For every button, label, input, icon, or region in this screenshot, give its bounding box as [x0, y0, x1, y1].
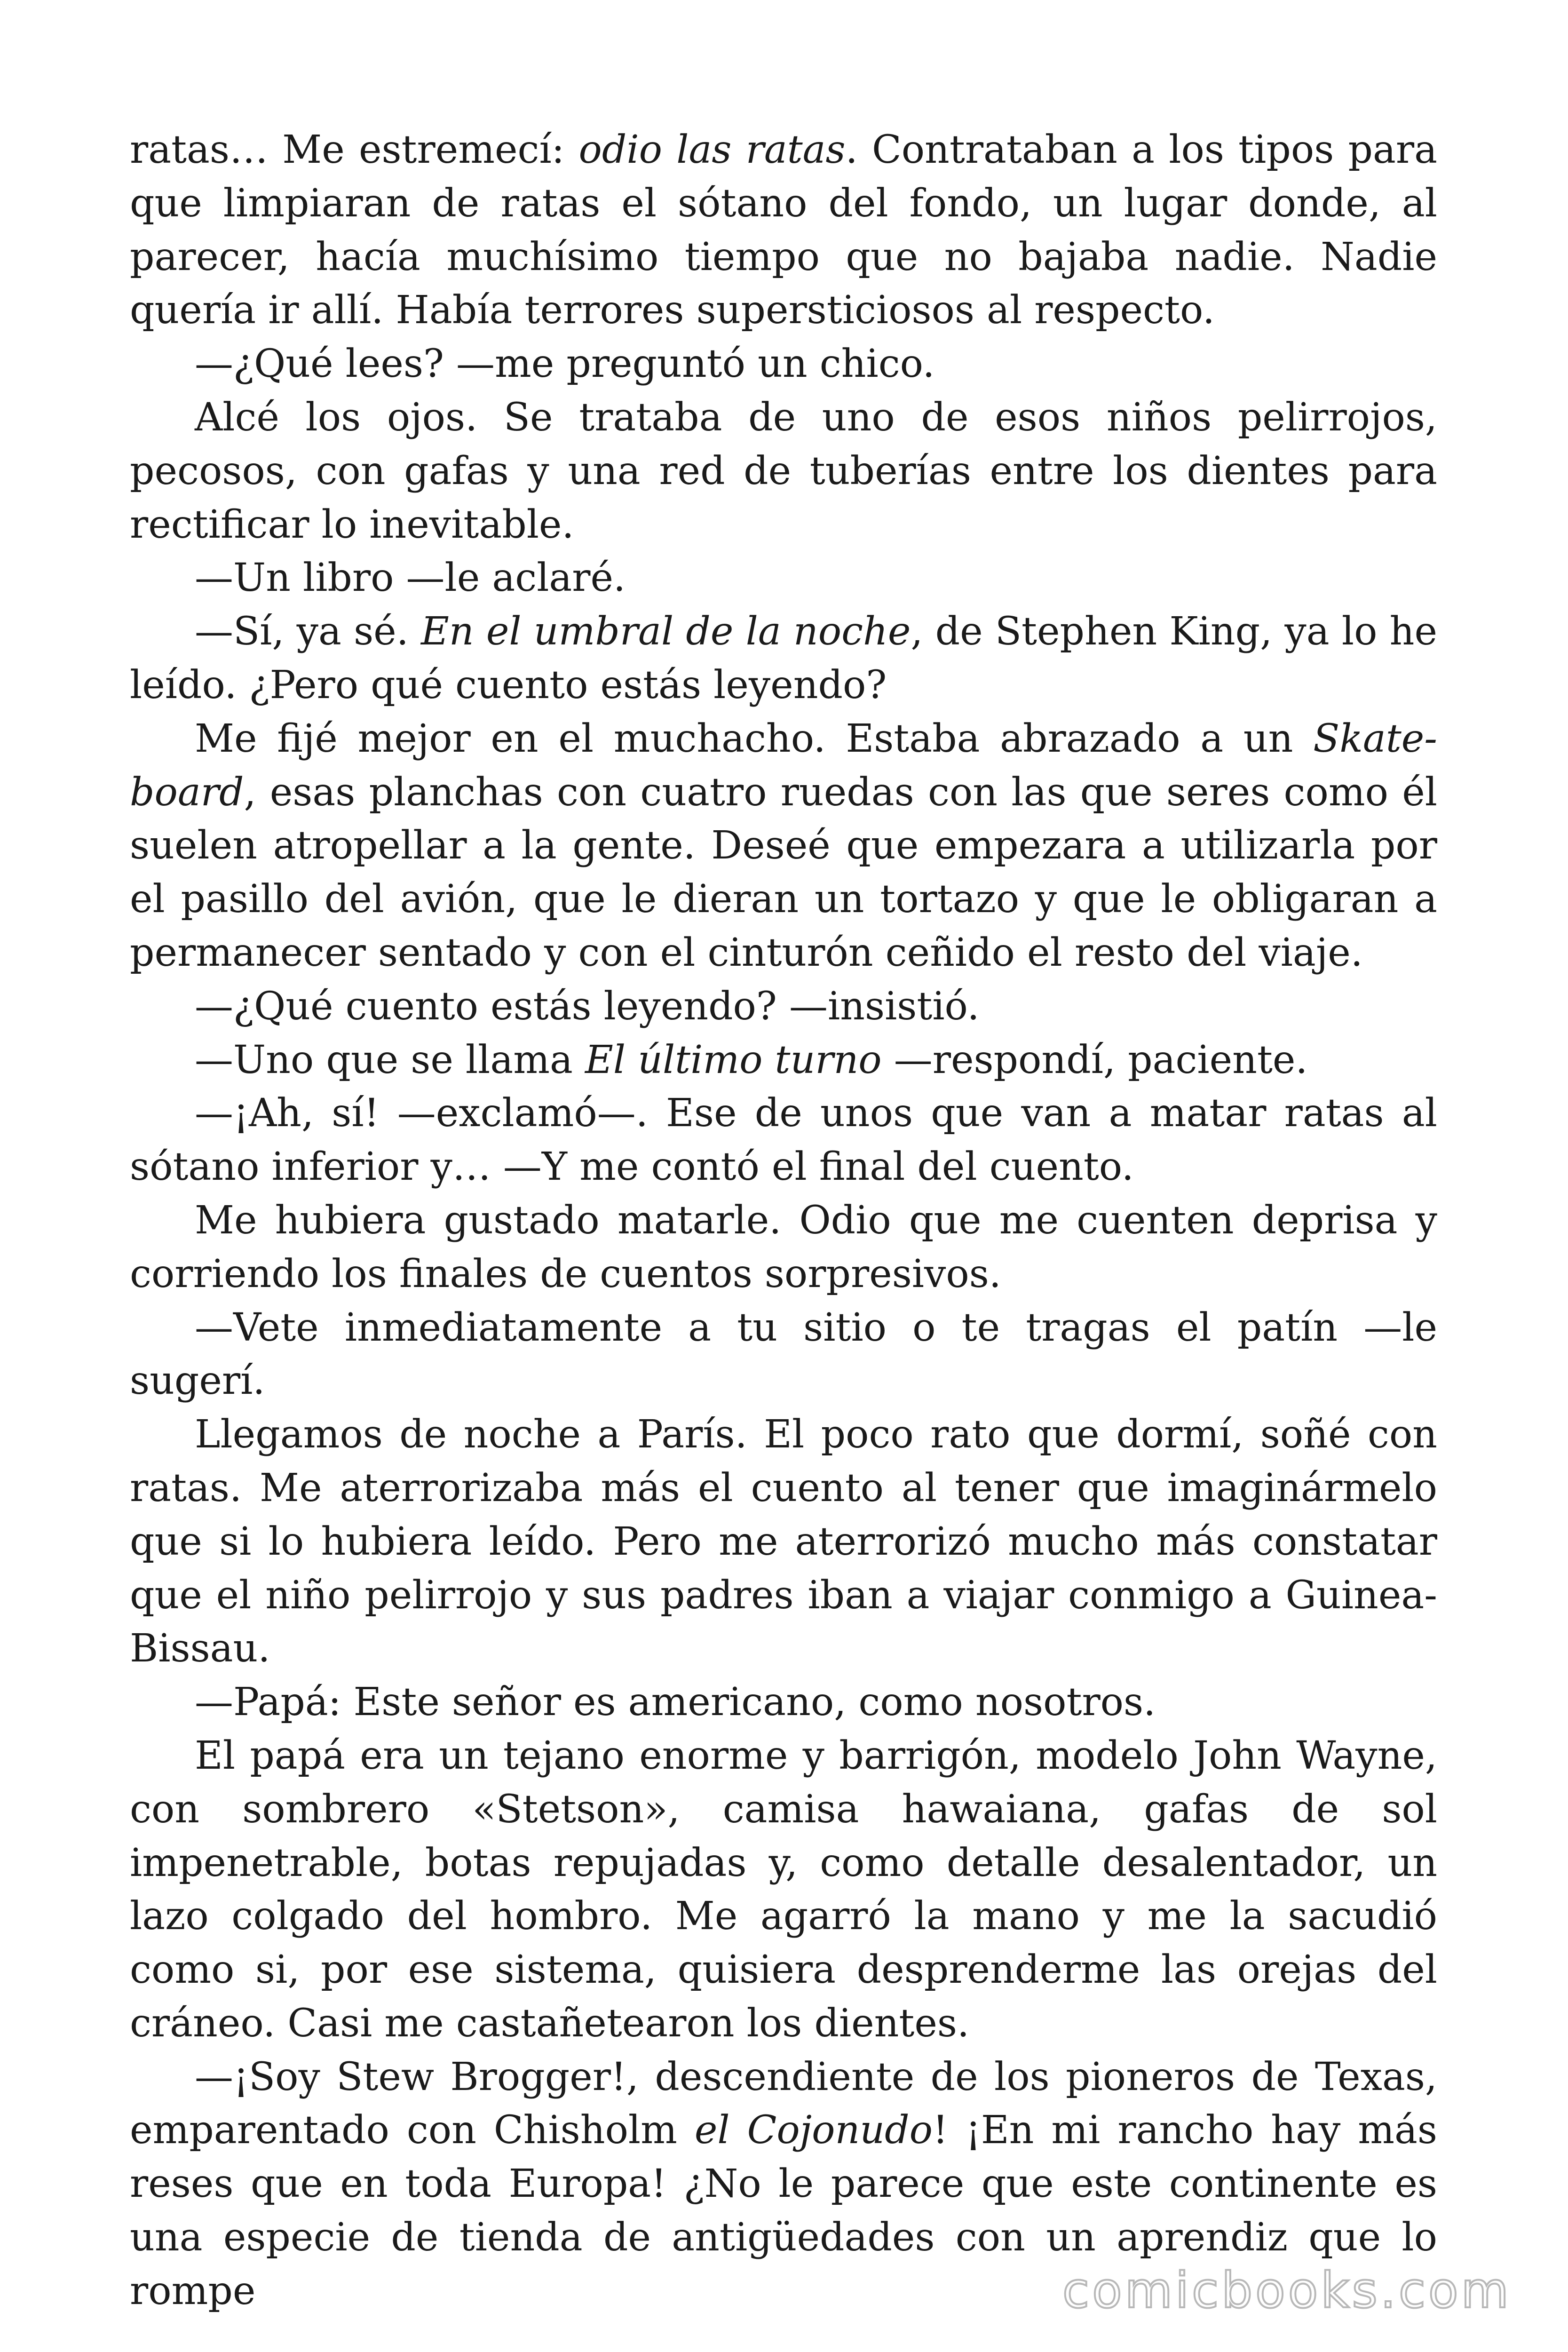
paragraph: [130, 1729, 1437, 2050]
text-run: —Vete inmediatamente a tu sitio o te tragas el patín —le sugerí.: [130, 1305, 1437, 1404]
watermark: comicbooks.com: [1062, 2262, 1512, 2319]
text-run: , esas planchas con cuatro ruedas con las que seres como él suelen atropellar a la gente. Deseé que empezara a utilizarla por el pasillo del avión, que le dieran un tortazo y que le obligaran a permanecer sentado y con el cinturón ceñido el resto del viaje.: [130, 770, 1437, 975]
text-run: —¿Qué lees? —me preguntó un chico.: [195, 342, 935, 387]
italic-run: el Cojonudo: [694, 2108, 933, 2153]
text-run: Llegamos de noche a París. El poco rato que dormí, soñé con ratas. Me aterrorizaba más el cuento al tener que imaginármelo que si lo hubiera leído. Pero me aterrorizó mucho más constatar que el niño pelirrojo y sus padres iban a viajar conmigo a Guinea-Bissau.: [130, 1412, 1437, 1671]
text-run: ! ¡En mi rancho hay más reses que en toda Europa! ¿No le parece que este continente es una especie de tienda de antigüedades con un aprendiz que lo rompe: [130, 2108, 1438, 2313]
paragraph: [130, 337, 1437, 391]
paragraph: [130, 980, 1437, 1033]
paragraph: [130, 1301, 1437, 1408]
paragraph: [130, 123, 1437, 337]
italic-run: odio las ratas: [578, 127, 846, 172]
paragraph: [130, 1087, 1437, 1194]
italic-run: El último turno: [585, 1037, 882, 1082]
text-run: Me fijé mejor en el muchacho. Estaba abrazado a un: [195, 716, 1314, 761]
paragraph: [130, 1676, 1437, 1729]
text-run: —Sí, ya sé.: [195, 609, 421, 654]
text-run: El papá era un tejano enorme y barrigón, modelo John Wayne, con sombrero «Stetson», camisa hawaiana, gafas de sol impenetrable, botas repujadas y, como detalle desalentador, un lazo colgado del hombro. Me agarró la mano y me la sacudió como si, por ese sistema, quisiera desprenderme las orejas del cráneo. Casi me castañetearon los dientes.: [130, 1733, 1437, 2046]
text-run: —Papá: Este señor es americano, como nosotros.: [195, 1680, 1156, 1725]
italic-run: Skate-board: [130, 716, 1437, 815]
text-run: Me hubiera gustado matarle. Odio que me cuenten deprisa y corriendo los finales de cuentos sorpresivos.: [130, 1198, 1437, 1296]
text-run: —Uno que se llama: [195, 1037, 585, 1082]
paragraph: [130, 712, 1437, 980]
paragraph: [130, 1408, 1437, 1676]
text-run: —respondí, paciente.: [881, 1037, 1308, 1082]
text-run: —Un libro —le aclaré.: [195, 556, 626, 601]
text-run: , de Stephen King, ya lo he leído. ¿Pero qué cuento estás leyendo?: [130, 609, 1437, 707]
text-run: Alcé los ojos. Se trataba de uno de esos niños pelirrojos, pecosos, con gafas y una red de tuberías entre los dientes para rectificar lo inevitable.: [130, 395, 1437, 547]
text-run: —¡Ah, sí! —exclamó—. Ese de unos que van a matar ratas al sótano inferior y… —Y me contó el final del cuento.: [130, 1091, 1437, 1190]
italic-run: En el umbral de la noche: [420, 609, 911, 654]
paragraph: [130, 605, 1437, 712]
text-run: ratas… Me estremecí:: [130, 127, 579, 172]
paragraph: [130, 551, 1437, 605]
paragraph: [130, 1194, 1437, 1301]
paragraph: [130, 1033, 1437, 1087]
text-run: —¿Qué cuento estás leyendo? —insistió.: [195, 984, 980, 1029]
text-run: —¡Soy Stew Brogger!, descendiente de los pioneros de Texas, emparentado con Chisholm: [130, 2054, 1437, 2153]
paragraph: [130, 391, 1437, 551]
book-page-text: [130, 123, 1437, 2318]
text-run: . Contrataban a los tipos para que limpiaran de ratas el sótano del fondo, un lugar donde, al parecer, hacía muchísimo tiempo que no bajaba nadie. Nadie quería ir allí. Había terrores supersticiosos al respecto.: [130, 127, 1437, 333]
